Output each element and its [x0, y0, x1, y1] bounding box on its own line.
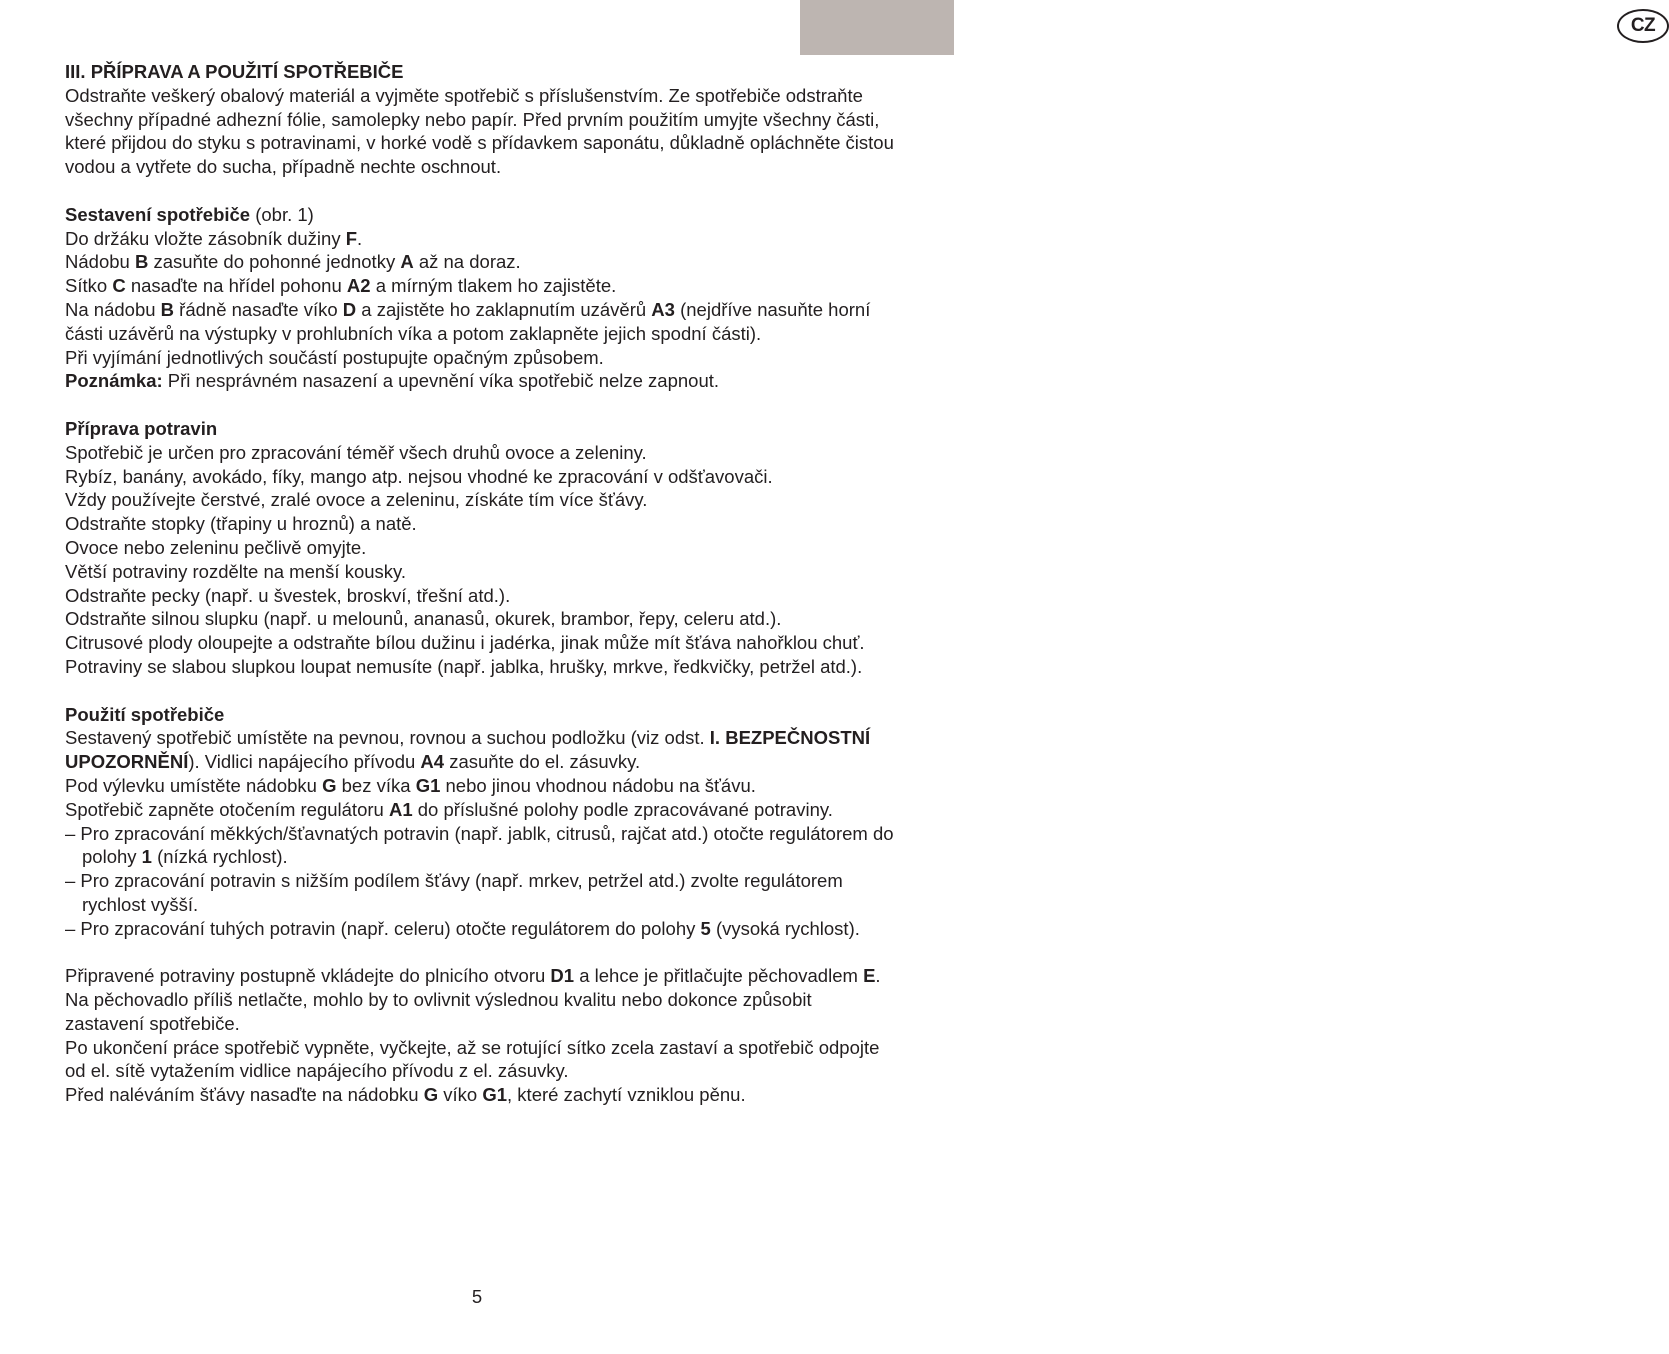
finish-paragraph-1: Připravené potraviny postupně vkládejte do plnicího otvoru D1 a lehce je přitlačujte pěchovadlem E. Na pěchovadlo příliš netlačte, mohlo by to ovlivnit výslednou kvalitu nebo dokonce způsobit zastavení spotřebiče.: [65, 965, 881, 1034]
assembly-step-2: Nádobu B zasuňte do pohonné jednotky A až na doraz.: [65, 251, 521, 273]
note-label: Poznámka:: [65, 370, 163, 392]
assembly-note: Poznámka: Při nesprávném nasazení a upevnění víka spotřebič nelze zapnout.: [65, 370, 720, 392]
section-title-text: III. PŘÍPRAVA A POUŽITÍ SPOTŘEBIČE: [65, 61, 404, 82]
section-title: [65, 60, 895, 84]
language-code: CZ: [1630, 15, 1656, 36]
food-prep-line: Odstraňte silnou slupku (např. u melounů, ananasů, okurek, brambor, řepy, celeru atd.).: [65, 608, 782, 630]
food-prep-line: Citrusové plody oloupejte a odstraňte bílou dužinu i jadérka, jinak může mít šťáva nahořklou chuť.: [65, 632, 865, 654]
food-prep-line: Vždy používejte čerstvé, zralé ovoce a zeleninu, získáte tím více šťávy.: [65, 489, 648, 511]
food-prep-line: Potraviny se slabou slupkou loupat nemusíte (např. jablka, hrušky, mrkve, ředkvičky, petržel atd.).: [65, 655, 863, 677]
usage-bullet-1: – Pro zpracování měkkých/šťavnatých potravin (např. jablk, citrusů, rajčat atd.) otočte regulátorem do polohy 1 (nízká rychlost).: [65, 822, 894, 868]
usage-heading-text: Použití spotřebiče: [65, 703, 225, 725]
food-prep-line: Větší potraviny rozdělte na menší kousky.: [65, 560, 407, 582]
food-prep-heading-text: Příprava potravin: [65, 417, 218, 439]
assembly-heading-text: Sestavení spotřebiče: [65, 203, 251, 225]
language-tab: [800, 0, 1656, 55]
food-prep-line: Spotřebič je určen pro zpracování téměř všech druhů ovoce a zeleniny.: [65, 441, 647, 463]
finish-paragraph-2: Po ukončení práce spotřebič vypněte, vyčkejte, až se rotující sítko zcela zastaví a spotřebič odpojte od el. sítě vytažením vidlice napájecího přívodu z el. zásuvky.: [65, 1036, 880, 1082]
usage-bullet-2: – Pro zpracování potravin s nižším podílem šťávy (např. mrkev, petržel atd.) zvolte regulátorem rychlost vyšší.: [65, 870, 843, 915]
spacer: [65, 393, 895, 417]
intro-paragraph: Odstraňte veškerý obalový materiál a vyjměte spotřebič s příslušenstvím. Ze spotřebiče odstraňte všechny případné adhezní fólie, samolepky nebo papír. Před prvním použitím umyjte všechny části, které přijdou do styku s potravinami, v horké vodě s přídavkem saponátu, důkladně opláchněte čistou vodou a vytřete do sucha, případně nechte oschnout.: [65, 84, 894, 178]
usage-paragraph-2: Pod výlevku umístěte nádobku G bez víka G1 nebo jinou vhodnou nádobu na šťávu.: [65, 774, 756, 796]
page-number: 5: [471, 1286, 483, 1307]
food-prep-line: Odstraňte pecky (např. u švestek, broskví, třešní atd.).: [65, 584, 511, 606]
food-prep-line: Ovoce nebo zeleninu pečlivě omyjte.: [65, 536, 367, 558]
food-prep-line: Rybíz, banány, avokádo, fíky, mango atp. nejsou vhodné ke zpracování v odšťavovači.: [65, 465, 773, 487]
assembly-step-5: Při vyjímání jednotlivých součástí postupujte opačným způsobem.: [65, 346, 604, 368]
spacer: [65, 179, 895, 203]
language-badge: [1617, 9, 1669, 43]
page-content: [65, 60, 895, 1107]
assembly-step-1: Do držáku vložte zásobník dužiny F.: [65, 227, 363, 249]
finish-paragraph-3: Před naléváním šťávy nasaďte na nádobku G víko G1, které zachytí vzniklou pěnu.: [65, 1084, 746, 1106]
spacer: [65, 679, 895, 703]
spacer: [65, 940, 895, 964]
assembly-step-4: Na nádobu B řádně nasaďte víko D a zajistěte ho zaklapnutím uzávěrů A3 (nejdříve nasuňte horní části uzávěrů na výstupky v prohlubních víka a potom zaklapněte jejich spodní části).: [65, 298, 871, 344]
usage-heading: [65, 703, 895, 727]
usage-bullet-3: – Pro zpracování tuhých potravin (např. celeru) otočte regulátorem do polohy 5 (vysoká rychlost).: [65, 917, 860, 939]
assembly-heading: [65, 203, 895, 227]
food-prep-line: Odstraňte stopky (třapiny u hroznů) a natě.: [65, 513, 417, 535]
food-prep-heading: [65, 417, 895, 441]
assembly-step-3: Sítko C nasaďte na hřídel pohonu A2 a mírným tlakem ho zajistěte.: [65, 275, 617, 297]
usage-paragraph-1: Sestavený spotřebič umístěte na pevnou, rovnou a suchou podložku (viz odst. I. BEZPEČNOSTNÍ UPOZORNĚNÍ). Vidlici napájecího přívodu A4 zasuňte do el. zásuvky.: [65, 727, 871, 773]
usage-paragraph-3: Spotřebič zapněte otočením regulátoru A1 do příslušné polohy podle zpracovávané potraviny.: [65, 798, 833, 820]
assembly-figure-ref: (obr. 1): [250, 203, 314, 225]
